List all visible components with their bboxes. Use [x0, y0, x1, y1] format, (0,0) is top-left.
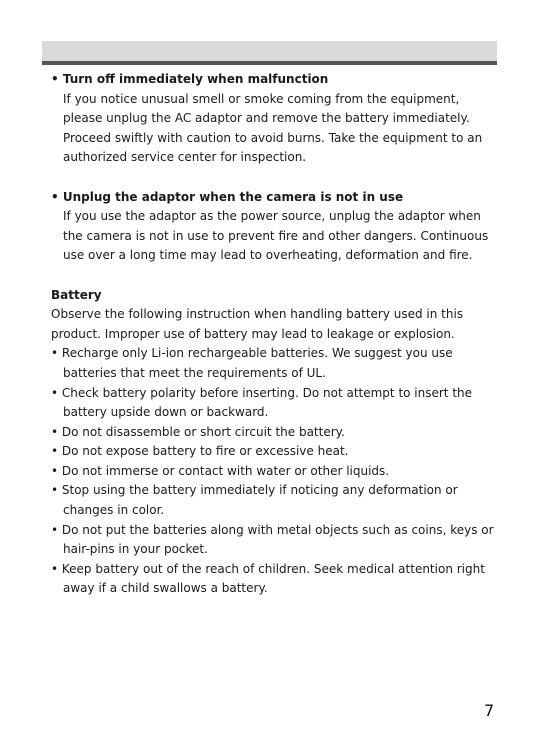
warning-title: • Unplug the adaptor when the camera is not in use	[51, 189, 404, 204]
list-item: • Recharge only Li-ion rechargeable batteries. We suggest you use batteries that meet the requirements of UL.	[51, 346, 453, 380]
warning-body: If you notice unusual smell or smoke coming from the equipment, please unplug the AC adaptor and remove the battery immediately. Proceed swiftly with caution to avoid burns. Take the equipment to an authorized service center for inspection.	[63, 91, 483, 165]
list-item: • Do not disassemble or short circuit the battery.	[51, 424, 345, 439]
page-content	[51, 70, 497, 599]
list-item: • Do not put the batteries along with metal objects such as coins, keys or hair-pins in your pocket.	[51, 522, 494, 557]
list-item: • Stop using the battery immediately if noticing any deformation or changes in color.	[51, 483, 458, 518]
list-item: • Do not immerse or contact with water or other liquids.	[51, 463, 390, 478]
page-number: 7	[484, 701, 495, 720]
warning-body: If you use the adaptor as the power source, unplug the adaptor when the camera is not in use to prevent fire and other dangers. Continuous use over a long time may lead to overheating, deformation and fire.	[63, 209, 489, 263]
battery-intro: Observe the following instruction when handling battery used in this product. Improper use of battery may lead to leakage or explosion.	[51, 307, 464, 341]
header-bar	[42, 41, 497, 65]
battery-section	[51, 286, 497, 600]
warning-unplug-adaptor	[51, 188, 497, 266]
list-item: • Check battery polarity before inserting. Do not attempt to insert the battery upside down or backward.	[51, 385, 473, 420]
list-item: • Do not expose battery to fire or excessive heat.	[51, 444, 349, 459]
warning-title: • Turn off immediately when malfunction	[51, 72, 329, 86]
battery-heading: Battery	[51, 287, 102, 302]
warning-malfunction	[51, 70, 497, 168]
list-item: • Keep battery out of the reach of children. Seek medical attention right away if a child swallows a battery.	[51, 561, 485, 596]
